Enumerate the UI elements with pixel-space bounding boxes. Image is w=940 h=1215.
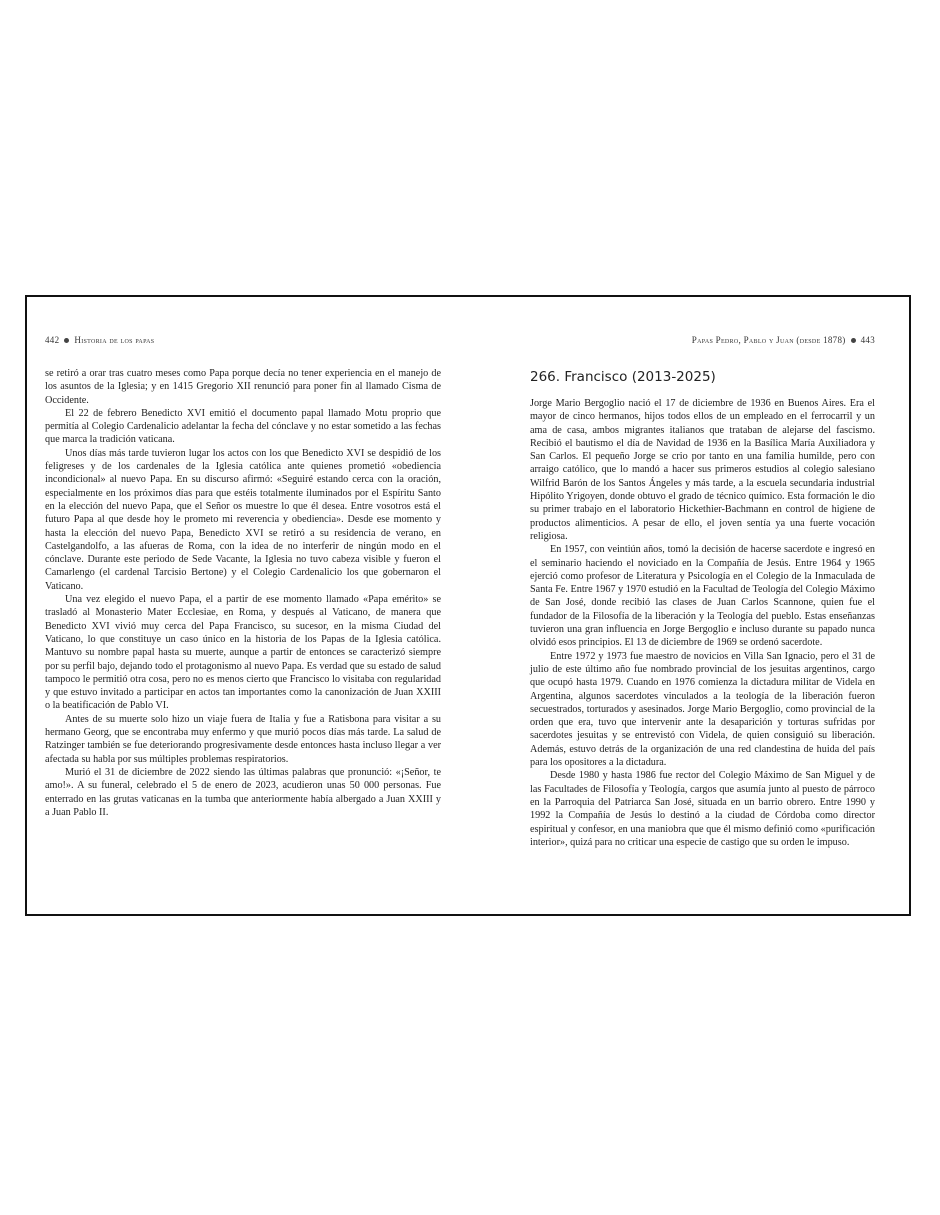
running-head-right	[530, 335, 875, 349]
paragraph: Unos días más tarde tuvieron lugar los actos con los que Benedicto XVI se despidió de los feligreses y de los cardenales de la Iglesia católica ante quienes prometió «obediencia incondicional» al nuevo Papa. En su discurso afirmó: «Seguiré estando cerca con la oración, especialmente en los próximos días para que estéis totalmente iluminados por el Espíritu Santo en la elección del nuevo Papa, que el Señor os muestre lo que él desea. Entre vosotros está el futuro Papa al que desde hoy le prometo mi reverencia y obediencia». Desde ese momento y hasta la elección del nuevo Papa, Benedicto XVI se retiró a su residencia de verano, en Castelgandolfo, a las afueras de Roma, con la idea de no interferir de ningún modo en el cónclave. Durante este periodo de Sede Vacante, la Iglesia no tuvo cabeza visible y fueron el Camarlengo (el cardenal Tarcisio Bertone) y el Colegio Cardenalicio los que gobernaron el Vaticano.	[45, 447, 441, 592]
paragraph: se retiró a orar tras cuatro meses como Papa porque decía no tener experiencia en el manejo de los asuntos de la Iglesia; y en 1415 Gregorio XII renunció para poner fin al llamado Cisma de Occidente.	[45, 368, 441, 406]
running-head-left	[45, 335, 441, 349]
paragraph: En 1957, con veintiún años, tomó la decisión de hacerse sacerdote e ingresó en el seminario haciendo el noviciado en la Compañía de Jesús. Entre 1964 y 1965 ejerció como profesor de Literatura y Psicología en el Colegio de la Inmaculada de Santa Fe. Entre 1967 y 1970 estudió en la Facultad de Teología del Colegio Máximo de San José, donde recibió las clases de Juan Carlos Scannone, quien fue el fundador de la Filosofía de la liberación y la Teología del pueblo. Estas enseñanzas tuvieron una gran influencia en Jorge Bergoglio e incluso durante su papado nunca olvidó esos principios. El 13 de diciembre de 1969 se ordenó sacerdote.	[530, 544, 875, 649]
paragraph: Una vez elegido el nuevo Papa, el a partir de ese momento llamado «Papa emérito» se trasladó al Monasterio Mater Ecclesiae, en Roma, y después al Vaticano, de manera que Benedicto XVI vivió muy cerca del Papa Francisco, su sucesor, en la misma Ciudad del Vaticano, lo que constituye un caso único en la historia de los Papas de la Iglesia católica. Mantuvo su nombre papal hasta su muerte, aunque a partir de entonces se caracterizó siempre por su perfil bajo, dejando todo el protagonismo al nuevo Papa. Es verdad que su estado de salud tampoco le permitió otra cosa, pero no es menos cierto que Francisco lo visitaba con regularidad y que estuvo invitado a participar en actos tan importantes como la canonización de Juan XXIII o la beatificación de Pablo VI.	[45, 594, 441, 712]
paragraph: Entre 1972 y 1973 fue maestro de novicios en Villa San Ignacio, pero el 31 de julio de este último año fue nombrado provincial de los jesuitas argentinos, cargo que ocupó hasta 1979. Cuando en 1976 comienza la dictadura militar de Videla en Argentina, algunos sacerdotes vinculados a la teología de la liberación fueron secuestrados, torturados y asesinados. Jorge Mario Bergoglio, como provincial de la orden que era, tuvo que intervenir ante la desaparición y torturas sufridas por sacerdotes jesuitas y se entrevistó con Videla, de quien consiguió su liberación. Además, estuvo detrás de la organización de una red clandestina de huida del país para los opositores a la dictadura.	[530, 650, 875, 769]
paragraph: Antes de su muerte solo hizo un viaje fuera de Italia y fue a Ratisbona para visitar a su hermano Georg, que se encontraba muy enfermo y que murió pocos días más tarde. La salud de Ratzinger también se fue deteriorando progresivamente desde entonces hasta incluso llegar a ver afectada su habla por sus múltiples problemas respiratorios.	[45, 713, 441, 765]
book-title: Historia de los papas	[74, 335, 155, 345]
right-page	[530, 297, 875, 914]
book-spread	[25, 295, 911, 916]
section-title: Papas Pedro, Pablo y Juan (desde 1878)	[691, 335, 846, 345]
body-text	[530, 397, 875, 849]
paragraph: El 22 de febrero Benedicto XVI emitió el documento papal llamado Motu proprio que permitía al Colegio Cardenalicio adelantar la fecha del cónclave y no estar sometido a las fechas que marca la tradición vaticana.	[45, 407, 441, 446]
paragraph: Desde 1980 y hasta 1986 fue rector del Colegio Máximo de San Miguel y de las Facultades de Filosofía y Teología, cargos que asumía junto al puesto de párroco en la Parroquia del Patriarca San José, situada en un barrio obrero. Entre 1990 y 1992 la Compañía de Jesús lo destinó a la ciudad de Córdoba como director espiritual y confesor, en una maniobra que que él mismo definió como «purificación interior», quizá para no criticar una especie de castigo que su orden le impuso.	[530, 770, 875, 848]
body-text	[45, 367, 441, 819]
left-page	[45, 297, 441, 914]
bullet-separator	[851, 338, 856, 343]
paragraph: Jorge Mario Bergoglio nació el 17 de diciembre de 1936 en Buenos Aires. Era el mayor de cinco hermanos, hijos todos ellos de un empleado en el ferrocarril y un ama de casa, ambos migrantes italianos que trataban de alejarse del fascismo. Recibió el bautismo el día de Navidad de 1936 en la Basílica María Auxiliadora y San Carlos. El pequeño Jorge se crio por tanto en una familia humilde, pero con arraigo católico, que lo mandó a hacer sus primeros estudios al colegio salesiano Wilfrid Barón de los Santos Ángeles y más tarde, a la escuela secundaria industrial Hipólito Yrigoyen, donde obtuvo el grado de técnico químico. Esta formación le dio su primer trabajo en el laboratorio Hickethier-Bachmann en control de higiene de productos alimenticios. A pesar de ello, el joven sentía ya una fuerte vocación religiosa.	[530, 398, 875, 542]
chapter-title: 266. Francisco (2013-2025)	[530, 369, 716, 385]
page-number: 443	[860, 335, 875, 345]
paragraph: Murió el 31 de diciembre de 2022 siendo las últimas palabras que pronunció: «¡Señor, te amo!». A su funeral, celebrado el 5 de enero de 2023, acudieron unas 50 000 personas. Fue enterrado en las grutas vaticanas en la tumba que anteriormente había albergado a Juan XXIII y a Juan Pablo II.	[45, 766, 441, 818]
page-number: 442	[45, 335, 60, 345]
bullet-separator	[64, 338, 69, 343]
